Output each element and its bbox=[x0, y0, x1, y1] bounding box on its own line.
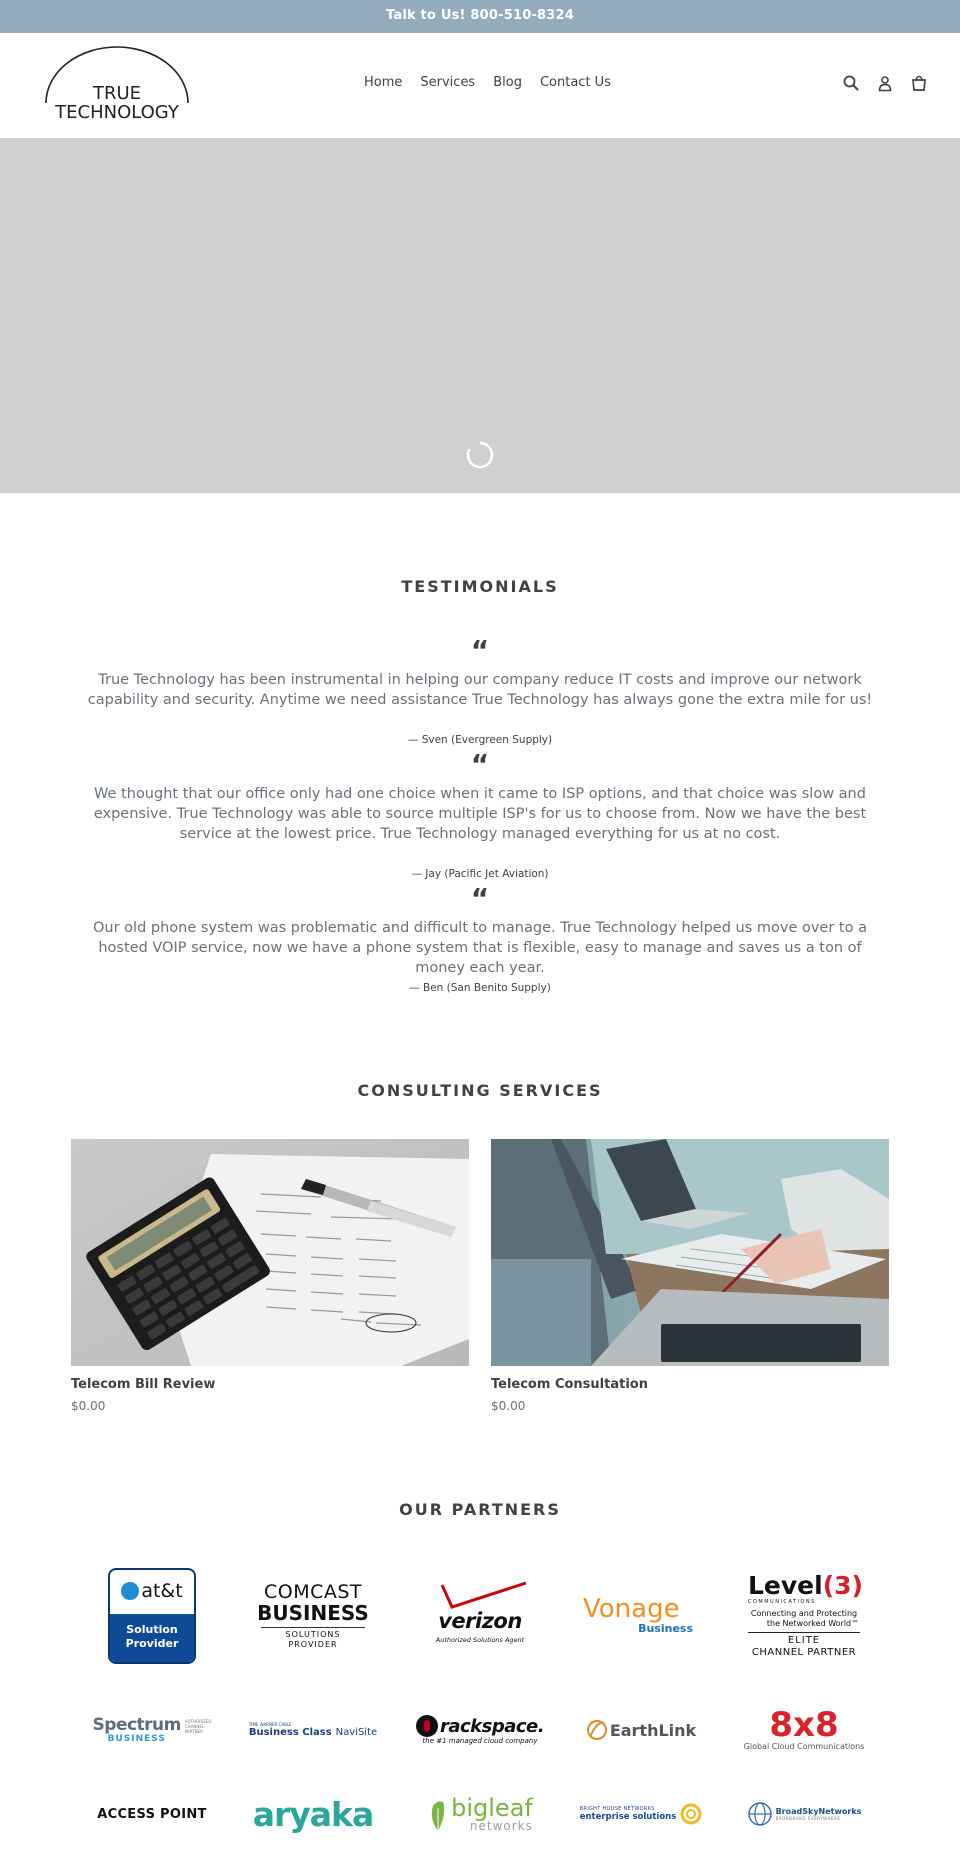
testimonials-title: TESTIMONIALS bbox=[401, 577, 559, 596]
spectrum-auth-3: PARTNER bbox=[184, 1728, 204, 1734]
level3-channel-partner: CHANNEL PARTNER bbox=[751, 1647, 857, 1658]
spectrum-auth-2: CHANNEL bbox=[184, 1723, 205, 1729]
testimonial-author: — Ben (San Benito Supply) bbox=[409, 982, 551, 994]
comcast-line-4: PROVIDER bbox=[288, 1640, 338, 1649]
partner-vonage-logo bbox=[576, 1566, 706, 1666]
header-icons bbox=[842, 74, 928, 92]
product-price: $0.00 bbox=[71, 1399, 106, 1413]
product-card[interactable] bbox=[491, 1139, 889, 1413]
verizon-check-icon bbox=[430, 1581, 530, 1611]
spectrum-name: Spectrum bbox=[92, 1714, 181, 1735]
hero-slideshow bbox=[0, 138, 960, 493]
rackspace-icon bbox=[416, 1715, 438, 1737]
twc-top: TIME WARNER CABLE bbox=[248, 1722, 292, 1727]
rackspace-sub: the #1 managed cloud company bbox=[422, 1737, 538, 1745]
quote-icon: “ bbox=[470, 748, 490, 781]
spectrum-auth-1: AUTHORIZED bbox=[184, 1718, 212, 1724]
aryaka-name: aryaka bbox=[252, 1794, 374, 1834]
partner-comcast-logo bbox=[248, 1566, 378, 1666]
nav-home[interactable]: Home bbox=[364, 75, 403, 90]
nav-services[interactable]: Services bbox=[420, 75, 476, 90]
level3-elite: ELITE bbox=[748, 1632, 860, 1647]
broadsky-name: BroadSkyNetworks bbox=[775, 1807, 862, 1816]
earthlink-name: EarthLink bbox=[609, 1720, 697, 1740]
testimonial-author: — Jay (Pacific Jet Aviation) bbox=[411, 868, 549, 880]
product-title[interactable]: Telecom Bill Review bbox=[71, 1377, 216, 1392]
logo[interactable] bbox=[42, 45, 192, 125]
nav-contact-us[interactable]: Contact Us bbox=[539, 75, 611, 90]
product-image[interactable] bbox=[491, 1139, 889, 1366]
announcement-text[interactable]: Talk to Us! 800-510-8324 bbox=[385, 8, 575, 23]
partner-aryaka-logo bbox=[248, 1764, 378, 1864]
partner-verizon-logo bbox=[415, 1566, 545, 1666]
main-nav bbox=[355, 75, 620, 91]
rackspace-name: rackspace. bbox=[439, 1715, 545, 1737]
testimonial-text: We thought that our office only had one choice when it came to ISP options, and that choice was slow and expensive. True Technology was able to source multiple ISP's for us to choose from. Now we have the best service at the lowest price. True Technology managed everything for us at no cost. bbox=[93, 786, 867, 842]
spectrum-sub: BUSINESS bbox=[107, 1733, 166, 1744]
brighthouse-top: BRIGHT HOUSE NETWORKS bbox=[579, 1806, 655, 1812]
consulting-services-title: CONSULTING SERVICES bbox=[357, 1081, 603, 1100]
product-card[interactable] bbox=[71, 1139, 469, 1413]
product-price: $0.00 bbox=[491, 1399, 526, 1413]
partner-brighthouse-logo bbox=[576, 1764, 706, 1864]
brighthouse-icon bbox=[680, 1803, 702, 1825]
level3-name: Level bbox=[748, 1571, 823, 1600]
verizon-sub: Authorized Solutions Agent bbox=[435, 1636, 525, 1644]
nav-blog[interactable]: Blog bbox=[493, 75, 522, 90]
logo-line-2: TECHNOLOGY bbox=[55, 102, 179, 123]
verizon-name: verizon bbox=[438, 1609, 522, 1633]
announcement-bar[interactable] bbox=[0, 0, 960, 33]
level3-number: (3) bbox=[822, 1571, 863, 1600]
comcast-line-3: SOLUTIONS bbox=[261, 1627, 365, 1640]
earthlink-icon bbox=[586, 1719, 608, 1741]
att-badge-line-1: Solution bbox=[126, 1623, 178, 1636]
partner-accesspoint-logo bbox=[87, 1764, 217, 1864]
att-brand: at&t bbox=[141, 1580, 183, 1602]
accesspoint-name: ACCESS POINT bbox=[97, 1806, 207, 1822]
site-header bbox=[0, 33, 960, 138]
broadsky-globe-icon bbox=[747, 1801, 773, 1827]
vonage-name: Vonage bbox=[583, 1594, 680, 1624]
logo-line-1: TRUE bbox=[92, 83, 142, 104]
quote-icon: “ bbox=[470, 634, 490, 667]
eightbyeight-name: 8x8 bbox=[769, 1705, 839, 1745]
partner-att-logo bbox=[87, 1566, 217, 1666]
level3-tagline-1: Connecting and Protecting bbox=[750, 1609, 858, 1618]
comcast-line-1: COMCAST bbox=[263, 1581, 363, 1603]
search-icon[interactable] bbox=[842, 74, 860, 92]
level3-tagline-2: the Networked World™ bbox=[766, 1619, 860, 1628]
eightbyeight-sub: Global Cloud Communications bbox=[743, 1742, 865, 1751]
bigleaf-name: bigleaf bbox=[451, 1794, 533, 1822]
testimonial-author: — Sven (Evergreen Supply) bbox=[407, 734, 553, 746]
navisite-name: NaviSite bbox=[335, 1727, 378, 1738]
quote-icon: “ bbox=[470, 882, 490, 915]
twc-name: Business Class bbox=[248, 1727, 332, 1738]
testimonial-text: True Technology has been instrumental in helping our company reduce IT costs and improve our network capability and security. Anytime we need assistance True Technology has always gone the extra mile for us! bbox=[87, 672, 873, 708]
partner-broadsky-logo bbox=[739, 1764, 869, 1864]
leaf-icon bbox=[427, 1798, 449, 1832]
att-logo-badge bbox=[108, 1568, 196, 1664]
globe-icon bbox=[121, 1582, 139, 1600]
partner-level3-logo bbox=[739, 1566, 869, 1666]
partner-bigleaf-logo bbox=[415, 1764, 545, 1864]
loading-spinner-icon bbox=[465, 440, 495, 470]
level3-comm: COMMUNICATIONS bbox=[748, 1599, 816, 1605]
account-icon[interactable] bbox=[876, 74, 894, 92]
broadsky-sub: BROADBAND EVERYWHERE bbox=[775, 1816, 841, 1821]
partners-title: OUR PARTNERS bbox=[399, 1500, 561, 1519]
brighthouse-name: enterprise solutions bbox=[579, 1812, 677, 1822]
att-badge-line-2: Provider bbox=[125, 1637, 179, 1650]
vonage-sub: Business bbox=[638, 1622, 693, 1635]
testimonial-text: Our old phone system was problematic and difficult to manage. True Technology helped us move over to a hosted VOIP service, now we have a phone system that is flexible, easy to manage and saves us a ton of money each year. bbox=[93, 920, 867, 976]
comcast-line-2: BUSINESS bbox=[257, 1601, 369, 1625]
product-title[interactable]: Telecom Consultation bbox=[491, 1377, 648, 1392]
product-image[interactable] bbox=[71, 1139, 469, 1366]
bigleaf-sub: networks bbox=[469, 1819, 533, 1833]
cart-icon[interactable] bbox=[910, 74, 928, 92]
